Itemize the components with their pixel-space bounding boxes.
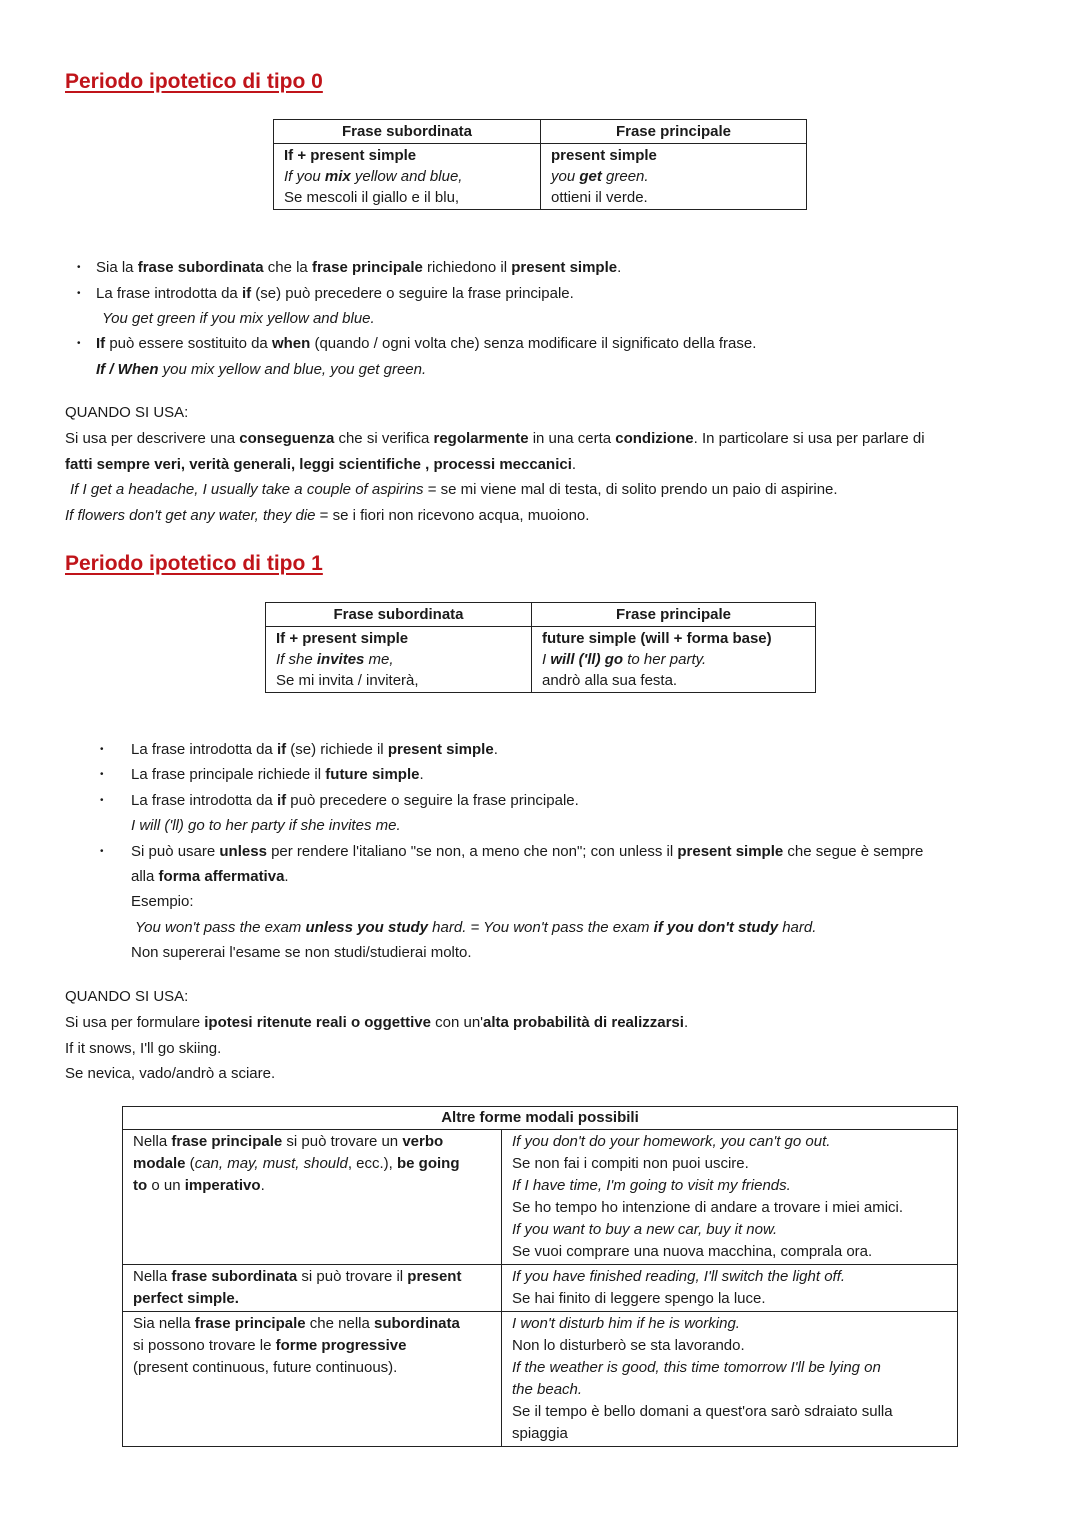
type1-sub-ex-b: invites <box>316 651 365 668</box>
modal-row2-right: If you have finished reading, I'll switch the light off. Se hai finito di leggere spengo la luce. <box>502 1265 958 1312</box>
type0-table <box>273 119 807 210</box>
modal-row2-left: Nella frase subordinata si può trovare il present perfect simple. <box>123 1265 502 1312</box>
modal-row1-right: If you don't do your homework, you can't go out. Se non fai i compiti non puoi uscire. If I have time, I'm going to visit my friends. Se ho tempo ho intenzione di andare a trovare i miei amici. If you want to buy a new car, buy it now. Se vuoi comprare una nuova macchina, comprala ora. <box>502 1130 958 1265</box>
type1-usage-line2: If it snows, I'll go skiing. <box>65 1040 222 1057</box>
type0-heading: Periodo ipotetico di tipo 0 <box>65 70 323 93</box>
modal-row1-left: Nella frase principale si può trovare un verbo modale (can, may, must, should, ecc.), be going to o un imperativo. <box>123 1130 502 1265</box>
type0-bullet-3: If può essere sostituito da when (quando / ogni volta che) senza modificare il significato della frase. <box>96 335 757 352</box>
type0-bullet-2-example: You get green if you mix yellow and blue. <box>102 310 375 327</box>
type0-usage-title: QUANDO SI USA: <box>65 404 189 421</box>
type0-col2-header: Frase principale <box>541 120 807 144</box>
type1-col1-header: Frase subordinata <box>266 603 532 627</box>
type0-sub-formula: If + present simple <box>284 147 417 164</box>
bullet-dot: • <box>77 262 81 273</box>
type1-subordinate-cell <box>266 627 532 693</box>
type1-main-ex-c: to her party. <box>623 651 707 668</box>
type0-usage-line2: fatti sempre veri, verità generali, leggi scientifiche , processi meccanici. <box>65 456 577 473</box>
modal-row3-left: Sia nella frase principale che nella subordinata si possono trovare le forme progressive (present continuous, future continuous). <box>123 1312 502 1447</box>
type0-main-formula: present simple <box>551 147 657 164</box>
type1-col2-header: Frase principale <box>532 603 816 627</box>
type0-sub-translation: Se mescoli il giallo e il blu, <box>284 189 460 206</box>
type0-sub-ex-c: yellow and blue, <box>350 168 463 185</box>
type1-main-ex-a: I <box>542 651 551 668</box>
type0-main-translation: ottieni il verde. <box>551 189 648 206</box>
type1-bullet-4-line2: alla forma affermativa. <box>131 868 289 885</box>
type1-bullet-4: Si può usare unless per rendere l'italiano "se non, a meno che non"; con unless il present simple che segue è sempre <box>131 843 924 860</box>
modal-forms-table <box>122 1106 958 1447</box>
type0-bullet-2: La frase introdotta da if (se) può precedere o seguire la frase principale. <box>96 285 574 302</box>
type0-bullet-1: Sia la frase subordinata che la frase principale richiedono il present simple. <box>96 259 622 276</box>
type0-usage-example1: If I get a headache, I usually take a couple of aspirins = se mi viene mal di testa, di solito prendo un paio di aspirine. <box>70 481 838 498</box>
modal-table-header: Altre forme modali possibili <box>123 1107 958 1130</box>
bullet-dot: • <box>100 846 104 857</box>
type0-col1-header: Frase subordinata <box>274 120 541 144</box>
type1-bullet-3: La frase introdotta da if può precedere o seguire la frase principale. <box>131 792 579 809</box>
type0-subordinate-cell <box>274 144 541 210</box>
type0-bullet-3-example: If / When you mix yellow and blue, you get green. <box>96 361 427 378</box>
bullet-dot: • <box>77 338 81 349</box>
type1-usage-line1: Si usa per formulare ipotesi ritenute reali o oggettive con un'alta probabilità di realizzarsi. <box>65 1014 689 1031</box>
type1-main-ex-b: will ('ll) go <box>550 651 624 668</box>
type1-bullet-1: La frase introdotta da if (se) richiede il present simple. <box>131 741 498 758</box>
type0-sub-ex-a: If you <box>284 168 325 185</box>
bullet-dot: • <box>100 769 104 780</box>
type0-main-ex-c: green. <box>601 168 649 185</box>
type1-esempio-translation: Non supererai l'esame se non studi/studierai molto. <box>131 944 472 961</box>
type1-sub-ex-c: me, <box>364 651 394 668</box>
type1-usage-line3: Se nevica, vado/andrò a sciare. <box>65 1065 276 1082</box>
type1-table <box>265 602 816 693</box>
type0-usage-example2: If flowers don't get any water, they die = se i fiori non ricevono acqua, muoiono. <box>65 507 590 524</box>
bullet-dot: • <box>77 288 81 299</box>
type1-bullet-2: La frase principale richiede il future simple. <box>131 766 424 783</box>
type1-sub-formula: If + present simple <box>276 630 409 647</box>
type1-main-translation: andrò alla sua festa. <box>542 672 678 689</box>
bullet-dot: • <box>100 795 104 806</box>
type1-main-formula: future simple (will + forma base) <box>542 630 772 647</box>
type1-esempio-line: You won't pass the exam unless you study hard. = You won't pass the exam if you don't study hard. <box>135 919 817 936</box>
type1-heading: Periodo ipotetico di tipo 1 <box>65 552 323 575</box>
modal-row3-right: I won't disturb him if he is working. Non lo disturberò se sta lavorando. If the weather is good, this time tomorrow I'll be lying on the beach. Se il tempo è bello domani a quest'ora sarò sdraiato sulla spiaggia <box>502 1312 958 1447</box>
type0-usage-line1: Si usa per descrivere una conseguenza che si verifica regolarmente in una certa condizione. In particolare si usa per parlare di <box>65 430 925 447</box>
type1-sub-translation: Se mi invita / inviterà, <box>276 672 419 689</box>
type1-esempio-label: Esempio: <box>131 893 194 910</box>
type0-main-cell <box>541 144 807 210</box>
bullet-dot: • <box>100 744 104 755</box>
type1-usage-title: QUANDO SI USA: <box>65 988 189 1005</box>
type0-main-ex-a: you <box>551 168 580 185</box>
type0-sub-ex-b: mix <box>324 168 351 185</box>
type1-sub-ex-a: If she <box>276 651 317 668</box>
type0-main-ex-b: get <box>579 168 602 185</box>
type1-main-cell <box>532 627 816 693</box>
type1-bullet-3-example: I will ('ll) go to her party if she invites me. <box>131 817 401 834</box>
